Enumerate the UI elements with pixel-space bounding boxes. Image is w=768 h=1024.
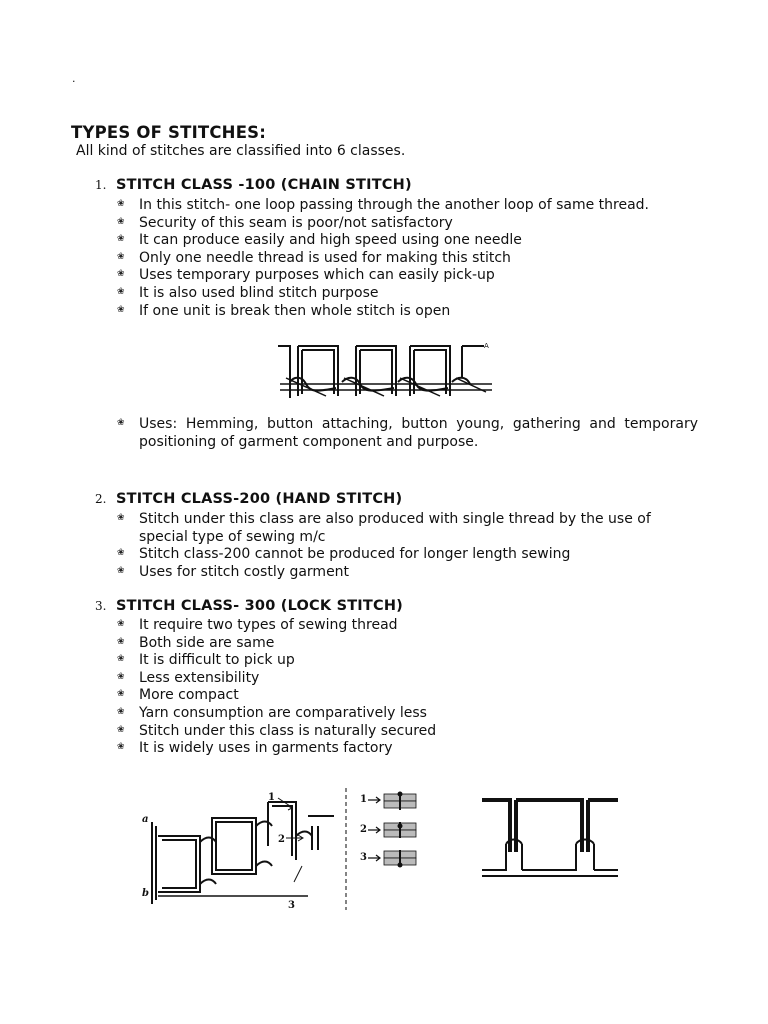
- section-heading-100: [95, 177, 412, 193]
- intro-text: All kind of stitches are classified into 6 classes.: [76, 143, 406, 159]
- section-number: 2.: [95, 492, 107, 506]
- list-item: ❀ Stitch class-200 cannot be produced for longer length sewing: [116, 546, 698, 564]
- list-item: ❀ It is widely uses in garments factory: [116, 740, 698, 758]
- list-item: ❀ It is difficult to pick up: [116, 652, 698, 670]
- section-300-bullet-list: [116, 617, 698, 758]
- lock-label-b: b: [142, 888, 149, 899]
- list-item: ❀ Yarn consumption are comparatively less: [116, 705, 698, 723]
- list-item: ❀ Uses: Hemming, button attaching, button young, gathering and temporary positioning of garment component and purpose.: [116, 416, 698, 451]
- list-item: ❀ It is also used blind stitch purpose: [116, 285, 698, 303]
- lock-label-1: 1: [268, 792, 275, 803]
- lock-stitch-cross-section: [478, 794, 622, 880]
- chain-end-label: A: [484, 342, 489, 350]
- section-heading-300: [95, 598, 403, 614]
- stray-dot: .: [72, 72, 76, 85]
- list-item: ❀ Less extensibility: [116, 670, 698, 688]
- list-item: ❀ In this stitch- one loop passing through the another loop of same thread.: [116, 197, 698, 215]
- lock-stitch-diagram: [138, 786, 348, 910]
- section-heading-200: [95, 491, 402, 507]
- thread-position-diagram: [358, 790, 422, 876]
- section-100-bullet-list: [116, 197, 698, 320]
- section-number: 3.: [95, 599, 107, 613]
- position-label-1: 1: [360, 794, 367, 805]
- list-item: ❀ Stitch under this class is naturally secured: [116, 723, 698, 741]
- section-heading-text: STITCH CLASS- 300 (LOCK STITCH): [116, 598, 403, 614]
- list-item: ❀ Only one needle thread is used for making this stitch: [116, 250, 698, 268]
- section-number: 1.: [95, 178, 107, 192]
- section-100-uses-list: [116, 416, 698, 451]
- list-item: ❀ It require two types of sewing thread: [116, 617, 698, 635]
- list-item: ❀ Both side are same: [116, 635, 698, 653]
- chain-stitch-diagram: [276, 338, 496, 404]
- list-item: ❀ Uses temporary purposes which can easily pick-up: [116, 267, 698, 285]
- section-heading-text: STITCH CLASS-200 (HAND STITCH): [116, 491, 403, 507]
- position-label-3: 3: [360, 852, 367, 863]
- list-item: ❀ If one unit is break then whole stitch is open: [116, 303, 698, 321]
- lock-label-2: 2: [278, 834, 285, 845]
- list-item: ❀ Security of this seam is poor/not satisfactory: [116, 215, 698, 233]
- list-item: ❀ It can produce easily and high speed using one needle: [116, 232, 698, 250]
- list-item: ❀ More compact: [116, 687, 698, 705]
- figure-divider: [344, 788, 348, 910]
- list-item: ❀ Stitch under this class are also produced with single thread by the use of special type of sewing m/c: [116, 511, 698, 546]
- list-item: ❀ Uses for stitch costly garment: [116, 564, 698, 582]
- position-label-2: 2: [360, 824, 367, 835]
- section-heading-text: STITCH CLASS -100 (CHAIN STITCH): [116, 177, 412, 193]
- section-200-bullet-list: [116, 511, 698, 581]
- page-title: TYPES OF STITCHES:: [71, 123, 267, 142]
- lock-label-a: a: [142, 814, 149, 825]
- lock-label-3: 3: [288, 900, 295, 910]
